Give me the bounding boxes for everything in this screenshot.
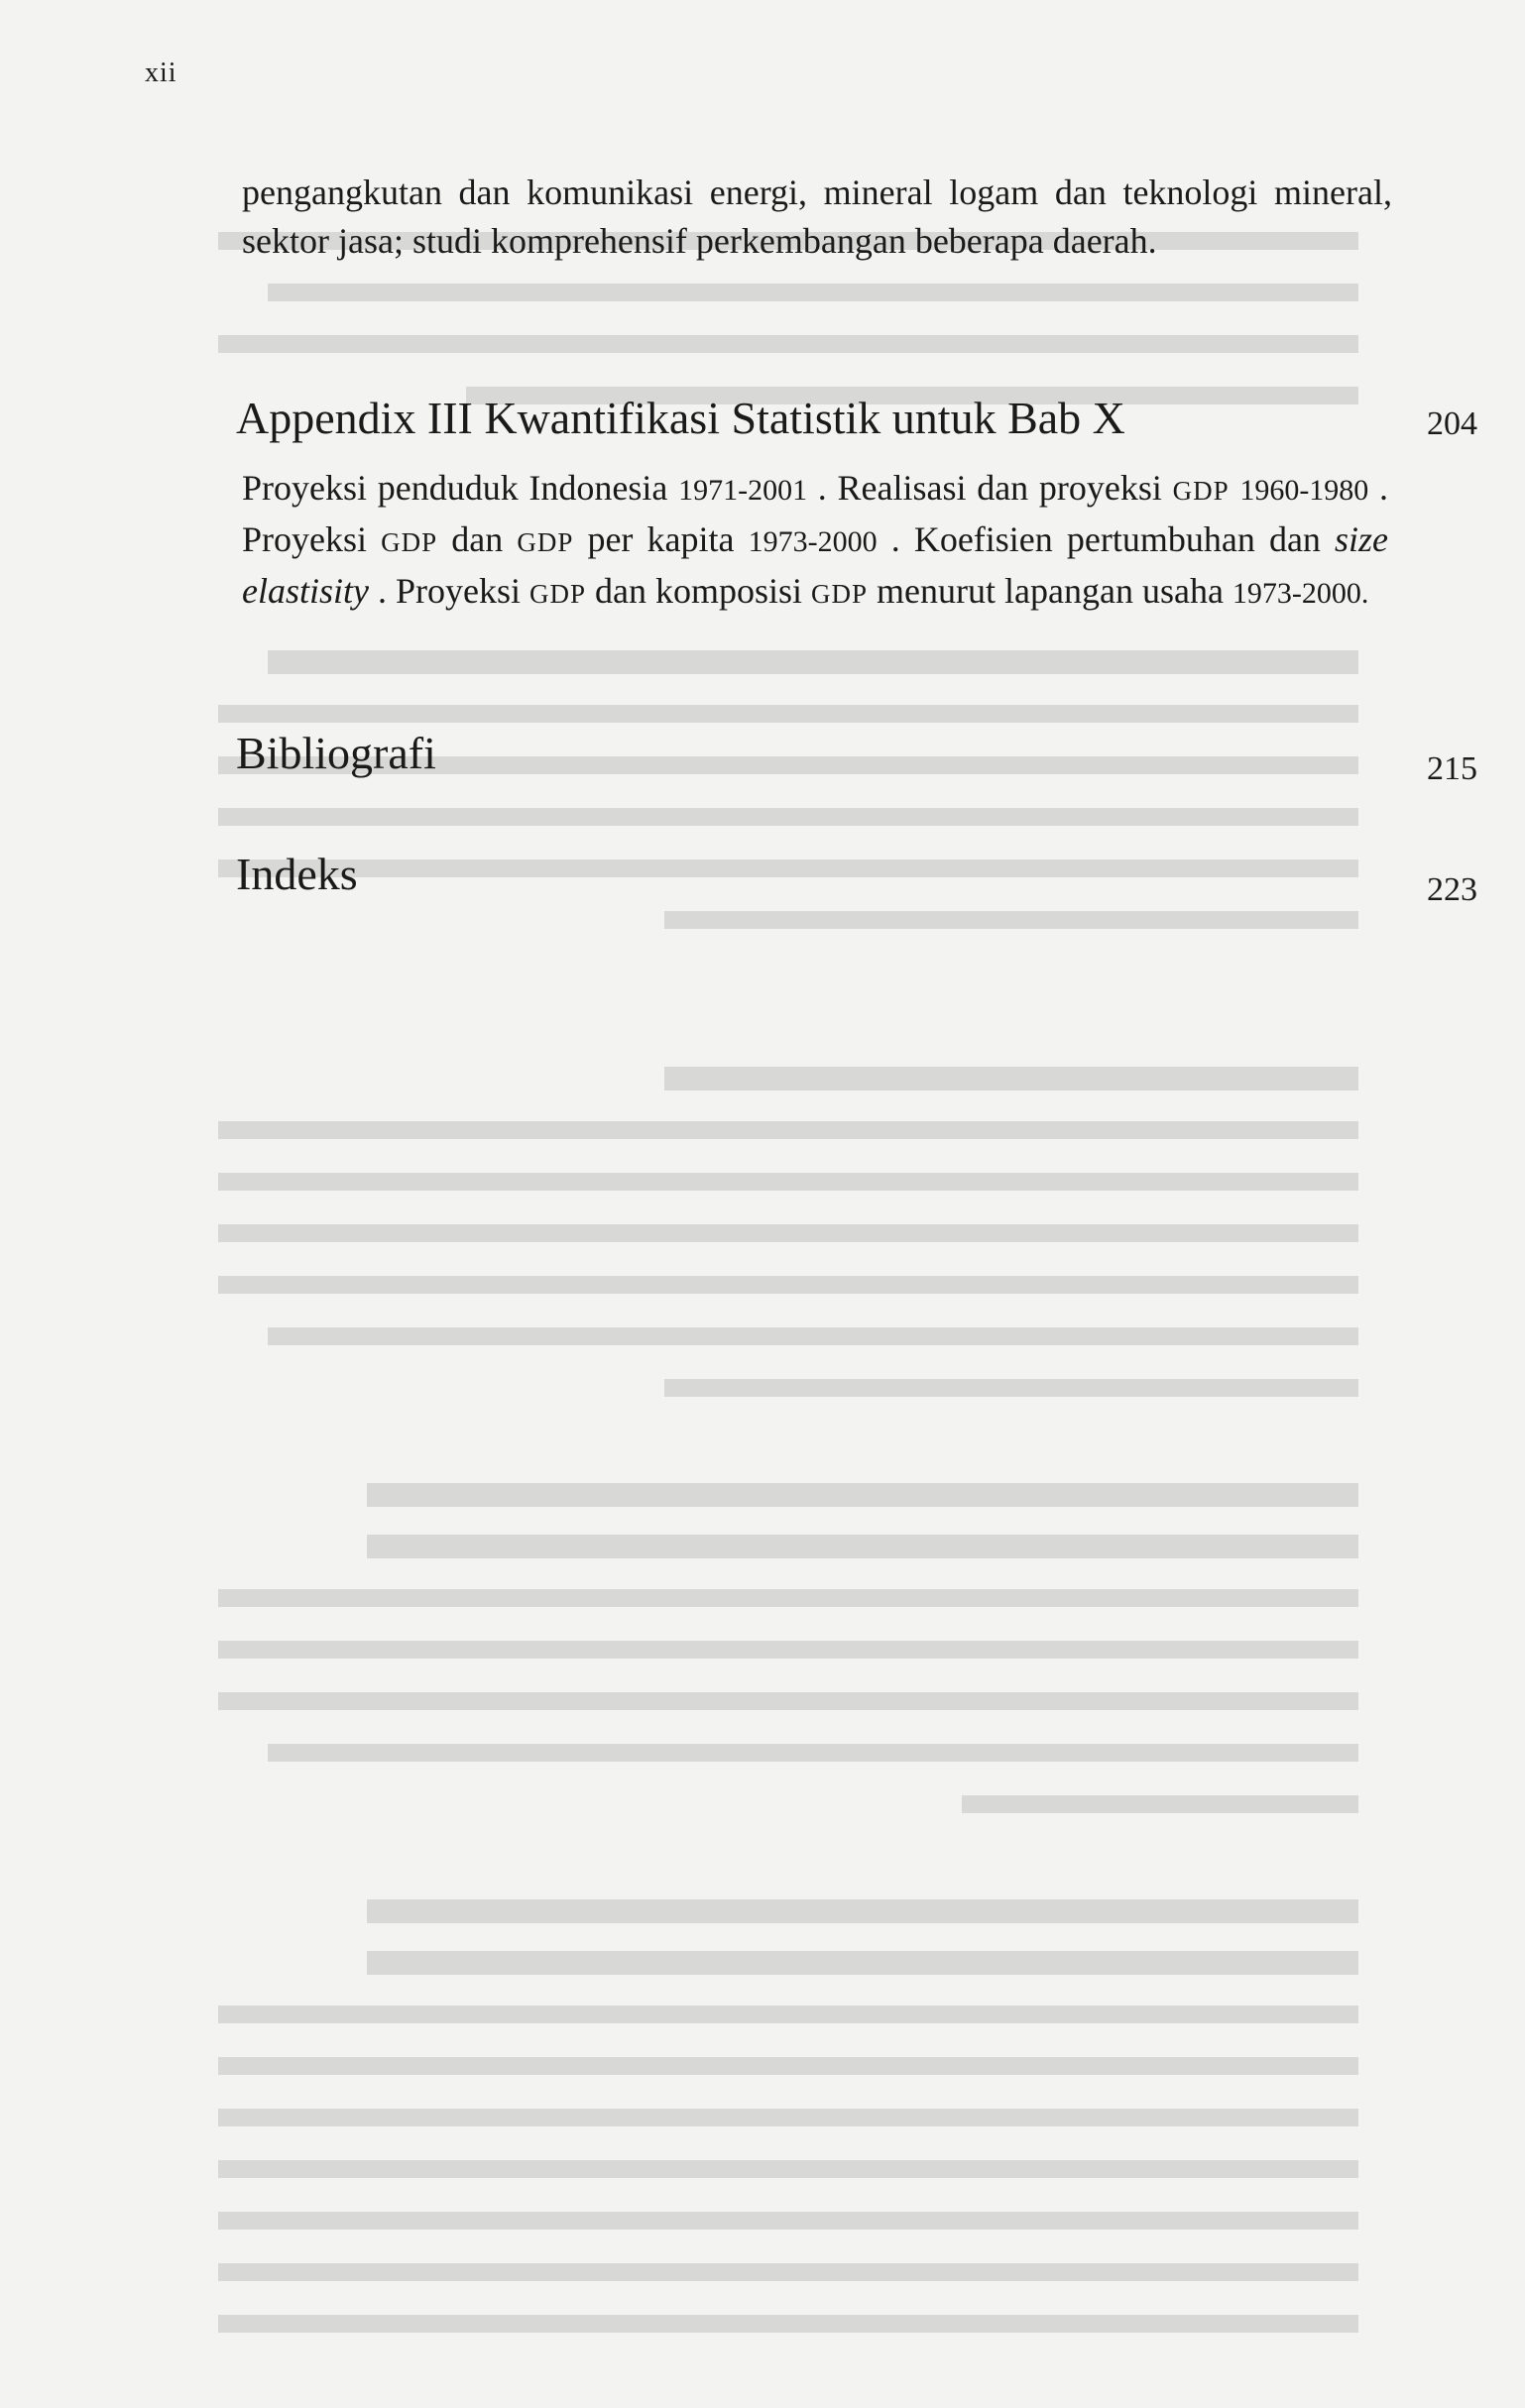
appendix-iii-description: Proyeksi penduduk Indonesia 1971-2001 . Realisasi dan proyeksi GDP 1960-1980 . Proyeksi GDP dan GDP per kapita 1973-2000 . Koefisien pertumbuhan dan size elastisity . Proyeksi GDP dan komposisi GDP menurut lapangan usaha 1973-2000.: [242, 468, 1389, 611]
continued-paragraph: pengangkutan dan komunikasi energi, mineral logam dan teknologi mineral, sektor jasa; studi komprehensif perkembangan beberapa daerah.: [242, 172, 1392, 261]
toc-entry-bibliografi-page[interactable]: 215: [1427, 750, 1477, 787]
page-number: xii: [145, 57, 177, 88]
toc-entry-indeks-page[interactable]: 223: [1427, 871, 1477, 908]
toc-entry-appendix-iii-title[interactable]: Appendix III Kwantifikasi Statistik untuk Bab X: [236, 393, 1125, 443]
toc-entry-appendix-iii-page[interactable]: 204: [1427, 405, 1477, 442]
toc-entry-bibliografi-title[interactable]: Bibliografi: [236, 728, 436, 778]
toc-entry-indeks-title[interactable]: Indeks: [236, 849, 358, 899]
